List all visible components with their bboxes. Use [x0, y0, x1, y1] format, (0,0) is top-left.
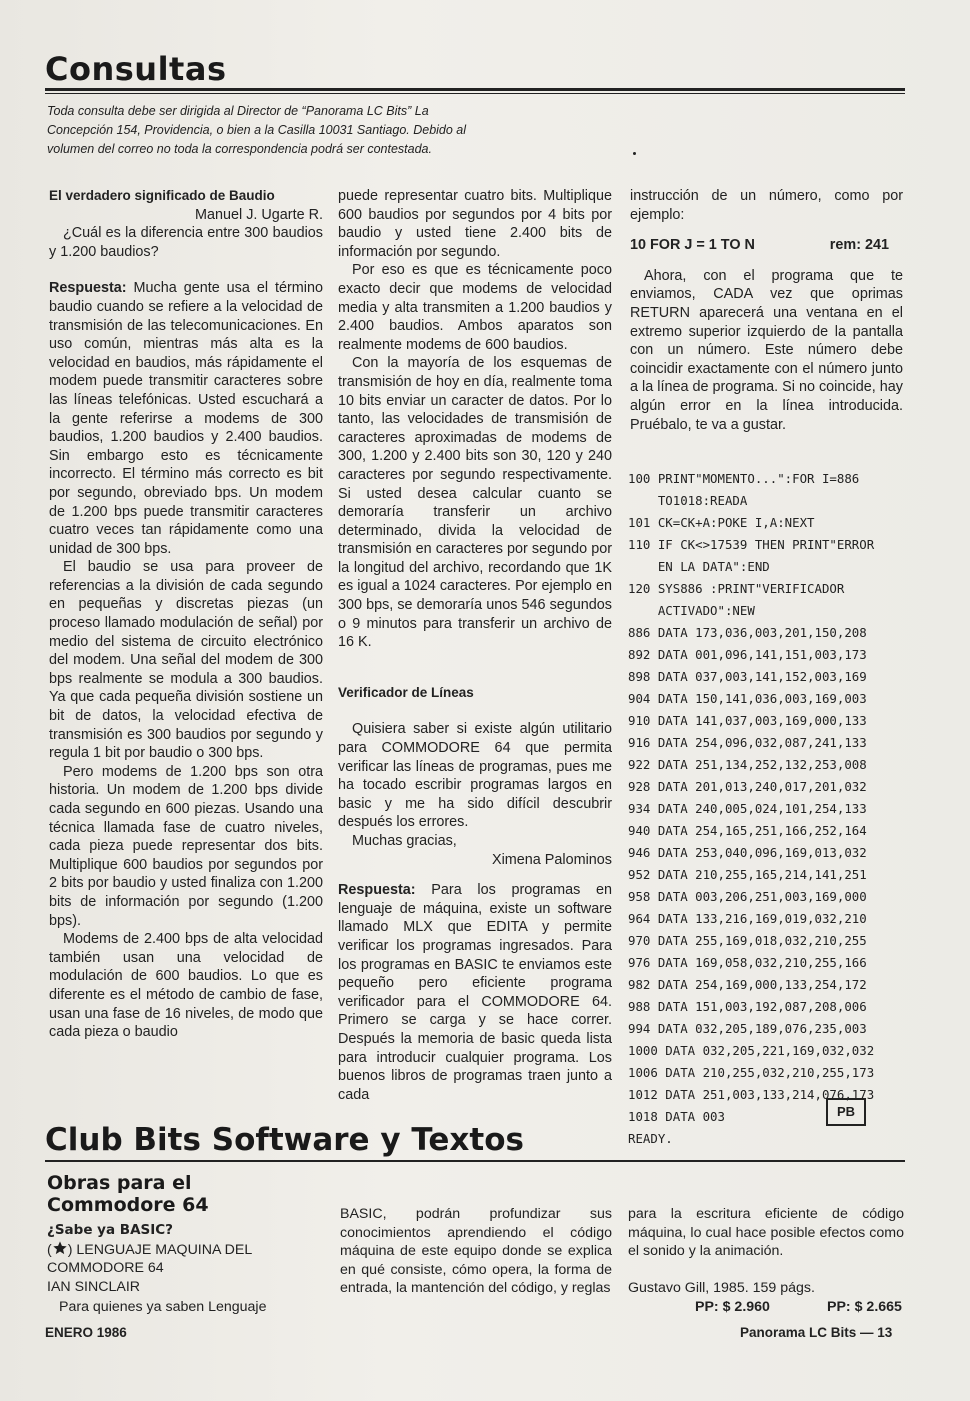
article2-author: Ximena Palominos — [492, 851, 612, 868]
code-line: 1000 DATA 032,205,221,169,032,032 — [628, 1043, 875, 1058]
code-line: 982 DATA 254,169,000,133,254,172 — [628, 977, 867, 992]
club-subtitle-line: Obras para el — [47, 1172, 192, 1194]
article1-paragraph: Pero modems de 1.200 bps son otra historia. Un modem de 1.200 bps divide cada segundo en 600 piezas. Usando una técnica llamada fase de cuatro niveles, cada pieza puede representar dos bits. Multiplique 600 baudios por segundos por 2 bits por baudio y usted finaliza con 1.200 bits de información por segundo (1.200 bps). — [49, 763, 323, 929]
code-line: 120 SYS886 :PRINT"VERIFICADOR — [628, 581, 845, 596]
book1-subtitle: LENGUAJE MAQUINA DEL — [76, 1241, 253, 1258]
answer-text: Para los programas en lenguaje de máquina, existe un software llamado MLX que EDITA y permite verificar los programas ingresados. Para los programas en BASIC te enviamos este pequeño pero eficiente programa verificador para el COMMODORE 64. Primero se carga y se hace correr. Después la memoria de basic queda lista para introducir cualquier programa. Los buenos libros de programas traen junto a cada — [338, 882, 612, 1103]
code-line: 964 DATA 133,216,169,019,032,210 — [628, 911, 867, 926]
answer-text: Mucha gente usa el término baudio cuando se refiere a la velocidad de transmisión de las telecomunicaciones. En uso común, mientras más alta es la velocidad en baudios, más rápidamente el modem puede transmitir caracteres sobre las líneas telefónicas. Usted escuchará a la gente referirse a modems de 300 baudios, 1.200 baudios y 2.400 baudios. Sin embargo esto es técnicamente incorrecto. El término más correcto es bit por segundo, obreviado bps. Un modem de 1.200 bps puede transmitir caracteres cuatro veces tan rápidamente como una unidad de 300 bps. — [49, 280, 323, 557]
stray-dot — [633, 152, 636, 155]
article2-heading: Verificador de Líneas — [338, 684, 474, 700]
code-line: 976 DATA 169,058,032,210,255,166 — [628, 955, 867, 970]
column-2 — [338, 187, 612, 1104]
code-line: 904 DATA 150,141,036,003,169,003 — [628, 691, 867, 706]
column-1 — [49, 187, 323, 1042]
code-line: 886 DATA 173,036,003,201,150,208 — [628, 625, 867, 640]
code-line: 110 IF CK<>17539 THEN PRINT"ERROR — [628, 537, 875, 552]
code-line: 994 DATA 032,205,189,076,235,003 — [628, 1021, 867, 1036]
answer-label: Respuesta: — [338, 882, 416, 899]
book1-price-2: PP: $ 2.665 — [827, 1299, 902, 1315]
code-line: 928 DATA 201,013,240,017,201,032 — [628, 779, 867, 794]
code-line: 892 DATA 001,096,141,151,003,173 — [628, 647, 867, 662]
code-line: 898 DATA 037,003,141,152,003,169 — [628, 669, 867, 684]
book1-description-part: para la escritura eficiente de código máquina, lo cual hace posible efectos como el sonido y la animación. — [628, 1206, 904, 1260]
book1-publisher: Gustavo Gill, 1985. 159 págs. — [628, 1280, 815, 1296]
code-line: 916 DATA 254,096,032,087,241,133 — [628, 735, 867, 750]
column-3 — [630, 187, 903, 434]
section-rule — [45, 88, 905, 91]
article1-paragraph: Con la mayoría de los esquemas de transmisión de hoy en día, realmente toma 10 bits enviar un caracter de datos. Por lo tanto, las velocidades de transmisión de caracteres aproximadas de modems de 300, 1.200 y 2.400 bits son 30, 120 y 240 caracteres por segundo respectivamente. Si usted desea calcular cuanto se demoraría transferir un archivo determinado, divida la velocidad de transmisión en caracteres por segundo por la longitud del archivo, recordando que 1K es igual a 1024 caracteres. Por ejemplo en 300 bps, se demoraría unos 546 segundos o 9 minutos para transferir un archivo de 16 K. — [338, 355, 612, 651]
book1-description-part: Para quienes ya saben Lenguaje — [59, 1299, 267, 1315]
example-code: 10 FOR J = 1 TO N — [630, 237, 755, 254]
book1-info — [47, 1221, 324, 1296]
code-line: TO1018:READA — [628, 493, 748, 508]
club-rule — [45, 1160, 905, 1162]
article2-question: Quisiera saber si existe algún utilitario para COMMODORE 64 que permita verificar las líneas de programas, pues me ha tocado escribir programas largos en basic y me ha sido difícil descubrir después los errores. — [338, 721, 612, 831]
article1-heading: El verdadero significado de Baudio — [49, 188, 275, 203]
club-section-title: Club Bits Software y Textos — [45, 1122, 524, 1158]
section-rule-thin — [45, 93, 905, 94]
code-line: EN LA DATA":END — [628, 559, 770, 574]
star-icon — [52, 1240, 68, 1256]
example-line — [630, 236, 903, 255]
code-line: 958 DATA 003,206,251,003,169,000 — [628, 889, 867, 904]
code-line: 1012 DATA 251,003,133,214,076,173 — [628, 1087, 875, 1102]
book1-subtitle-line: ( ) LENGUAJE MAQUINA DEL — [47, 1241, 253, 1258]
article2-answer — [338, 881, 612, 1104]
footer-page: Panorama LC Bits — 13 — [740, 1325, 893, 1340]
club-subtitle — [47, 1172, 209, 1216]
article1-question: ¿Cuál es la diferencia entre 300 baudios y 1.200 baudios? — [49, 225, 323, 260]
code-line: 934 DATA 240,005,024,101,254,133 — [628, 801, 867, 816]
article1-paragraph: puede representar cuatro bits. Multiplique 600 baudios por segundos por 4 bits por baudio y usted tiene 2.400 bits de información por segundo. — [338, 188, 612, 260]
code-line: 940 DATA 254,165,251,166,252,164 — [628, 823, 867, 838]
code-line: 952 DATA 210,255,165,214,141,251 — [628, 867, 867, 882]
article1-paragraph: Por eso es que es técnicamente poco exacto decir que modems de velocidad media y alta transmiten a 1.200 baudios y 2.400 baudios. Ambos aparatos son realmente modems de 600 baudios. — [338, 262, 612, 353]
club-subtitle-line: Commodore 64 — [47, 1194, 209, 1216]
signature-badge: PB — [826, 1098, 866, 1126]
book1-title: ¿Sabe ya BASIC? — [47, 1222, 174, 1238]
book1-price-1: PP: $ 2.960 — [695, 1299, 770, 1315]
code-line: 100 PRINT"MOMENTO...":FOR I=886 — [628, 471, 860, 486]
program-listing — [628, 468, 898, 1150]
article1-answer — [49, 279, 323, 558]
article2-paragraph: instrucción de un número, como por ejemplo: — [630, 188, 903, 223]
article1-paragraph: El baudio se usa para proveer de referencias a la división de cada segundo en pequeñas y discretas piezas (un proceso llamado modulación de señal) por medio del sistema de circuito electrónico del modem. Una señal del modem de 300 bps realmente se modula a 300 baudios. Ya que cada pequeña división sostiene un bit de datos, la velocidad efectiva de transmisión es 300 baudios por segundo y regula 1 bit por baudio o 300 bps. — [49, 559, 323, 762]
code-line: ACTIVADO":NEW — [628, 603, 755, 618]
article1-paragraph: Modems de 2.400 bps de alta velocidad también usan una velocidad de modulación de 600 baudios. Lo que es diferente es el método de cambio de fase, usan una fase de 16 niveles, de modo que cada pieza o baudio — [49, 931, 323, 1041]
code-line: 1006 DATA 210,255,032,210,255,173 — [628, 1065, 875, 1080]
code-line: 946 DATA 253,040,096,169,013,032 — [628, 845, 867, 860]
code-line: 970 DATA 255,169,018,032,210,255 — [628, 933, 867, 948]
section-title: Consultas — [45, 50, 227, 88]
intro-note: Toda consulta debe ser dirigida al Director de “Panorama LC Bits” La Concepción 154, Providencia, o bien a la Casilla 10031 Santiago. Debido al volumen del correo no toda la correspondencia podrá ser contestada. — [47, 104, 467, 156]
article1-author: Manuel J. Ugarte R. — [195, 206, 323, 223]
code-line: 922 DATA 251,134,252,132,253,008 — [628, 757, 867, 772]
code-line: 910 DATA 141,037,003,169,000,133 — [628, 713, 867, 728]
code-line: 1018 DATA 003 — [628, 1109, 725, 1124]
book1-author: IAN SINCLAIR — [47, 1278, 141, 1295]
book1-description-part: BASIC, podrán profundizar sus conocimientos aprendiendo el código máquina de este equipo donde se explica en qué consiste, cómo opera, la forma de entrada, la mantención del código, y reglas — [340, 1206, 612, 1297]
code-line: READY. — [628, 1131, 673, 1146]
footer-date: ENERO 1986 — [45, 1325, 127, 1340]
code-line: 988 DATA 151,003,192,087,208,006 — [628, 999, 867, 1014]
book1-subtitle-2: COMMODORE 64 — [47, 1260, 164, 1277]
example-rem: rem: 241 — [829, 237, 889, 254]
article2-paragraph: Ahora, con el programa que te enviamos, CADA vez que oprimas RETURN aparecerá una ventana en el extremo superior izquierdo de la pantalla con un número. Este número debe coincidir exactamente con el número junto a la línea de programa. Si no coincide, hay algún error en la línea introducida. Pruébalo, te va a gustar. — [630, 267, 903, 433]
answer-label: Respuesta: — [49, 280, 127, 297]
code-line: 101 CK=CK+A:POKE I,A:NEXT — [628, 515, 815, 530]
article2-thanks: Muchas gracias, — [352, 833, 457, 849]
